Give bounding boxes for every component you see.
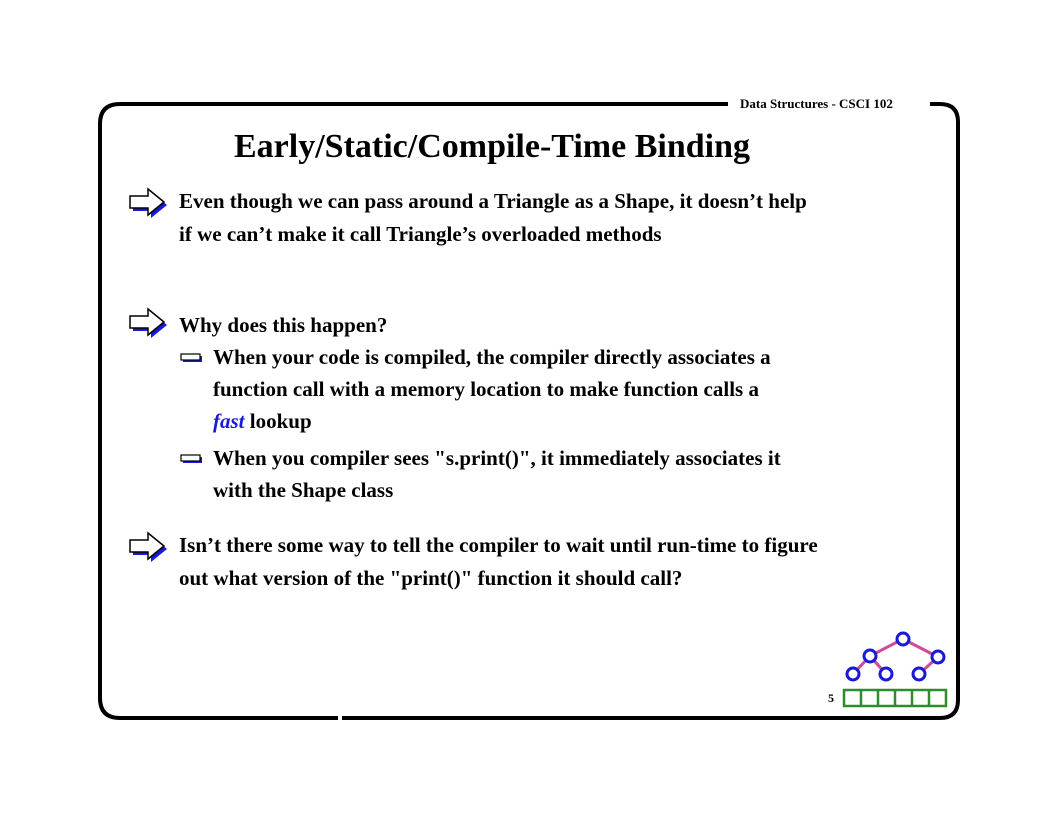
arrow-bullet-icon bbox=[128, 186, 168, 222]
course-header: Data Structures - CSCI 102 bbox=[740, 96, 893, 111]
bullet-2-text: Why does this happen? bbox=[179, 313, 388, 337]
sub-bullet-2-text: When you compiler sees "s.print()", it immediately associates it with the Shape class bbox=[213, 446, 781, 502]
dash-bullet-icon bbox=[180, 352, 206, 366]
dash-bullet-icon bbox=[180, 453, 206, 467]
bullet-3-text: Isn’t there some way to tell the compiler to wait until run-time to figure out what version of the "print()" function it should call? bbox=[179, 533, 818, 590]
sub-bullet-1-before: When your code is compiled, the compiler directly associates a function call with a memory location to make function calls a bbox=[213, 345, 771, 401]
page-number: 5 bbox=[828, 691, 834, 705]
arrow-bullet-icon bbox=[128, 530, 168, 566]
arrow-bullet-icon bbox=[128, 306, 168, 342]
emphasis-fast: fast bbox=[213, 409, 245, 433]
sub-bullet-1-text bbox=[213, 341, 793, 437]
slide-title: Early/Static/Compile-Time Binding bbox=[234, 128, 751, 165]
bullet-1-text: Even though we can pass around a Triangle as a Shape, it doesn’t help if we can’t make it call Triangle’s overloaded methods bbox=[179, 189, 807, 246]
tree-array-logo-icon bbox=[840, 628, 950, 710]
sub-bullet-1-after: lookup bbox=[244, 409, 312, 433]
